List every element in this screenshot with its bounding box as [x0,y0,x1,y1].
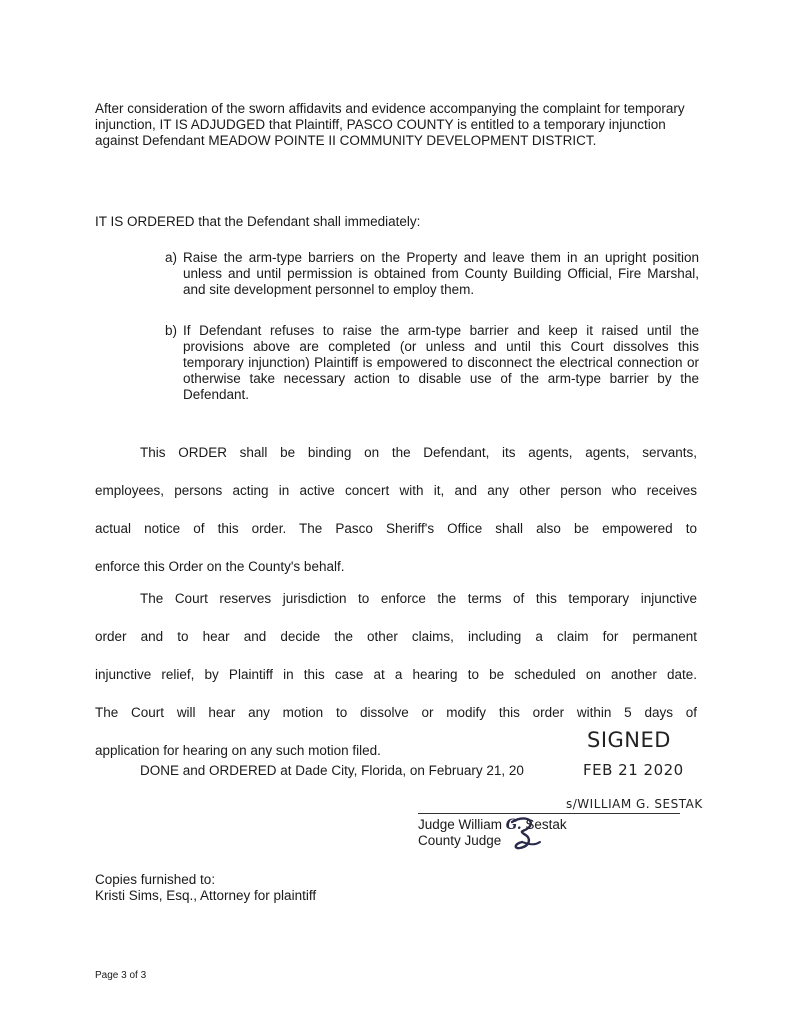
intro-paragraph: After consideration of the sworn affidavits and evidence accompanying the complaint for temporary injunction, IT IS ADJUDGED that Plaintiff, PASCO COUNTY is entitled to a temporary injunction against Defendant MEADOW POINTE II COMMUNITY DEVELOPMENT DISTRICT. [95,101,685,148]
date-stamp: FEB 21 2020 [583,761,684,779]
judge-name: Judge William [418,817,503,832]
signature-stamp: s/WILLIAM G. SESTAK [566,797,703,811]
page-number-footer: Page 3 of 3 [95,970,147,981]
paragraph-line: employees, persons acting in active concert with it, and any other person who receives [95,483,697,498]
handwritten-initial-signature [500,812,548,856]
item-marker: a) [165,250,178,265]
order-item-b [165,323,699,403]
signed-stamp: SIGNED [587,728,671,752]
item-text: If Defendant refuses to raise the arm-type barrier and keep it raised until the provisions above are completed (or unless and until this Court dissolves this temporary injunction) Plaintiff is empowered to disconnect the electrical connection or otherwise take necessary action to disable use of the arm-type barrier by the Defendant. [183,323,699,402]
paragraph-line: This ORDER shall be binding on the Defendant, its agents, agents, servants, [140,445,697,460]
paragraph-line: application for hearing on any such motion filed. [95,743,381,758]
paragraph-line: The Court will hear any motion to dissolve or modify this order within 5 days of [95,705,697,720]
copies-heading: Copies furnished to: [95,872,216,887]
paragraph-line: actual notice of this order. The Pasco Sheriff's Office shall also be empowered to [95,521,697,536]
paragraph-line: order and to hear and decide the other claims, including a claim for permanent [95,629,697,644]
ordered-heading: IT IS ORDERED that the Defendant shall immediately: [95,214,421,229]
binding-paragraph [95,434,697,586]
paragraph-line: enforce this Order on the County's behalf. [95,559,345,574]
judge-initial: G. [505,817,522,833]
copies-recipient: Kristi Sims, Esq., Attorney for plaintiff [95,888,317,903]
order-item-a [165,250,699,298]
judge-title: County Judge [418,833,502,848]
done-and-ordered: DONE and ORDERED at Dade City, Florida, on February 21, 20 [140,763,524,778]
signature-line [418,813,680,814]
judge-surname: Sestak [525,817,567,832]
item-text: Raise the arm-type barriers on the Property and leave them in an upright position unless and until permission is obtained from County Building Official, Fire Marshal, and site development personnel to employ them. [183,250,699,297]
paragraph-line: The Court reserves jurisdiction to enforce the terms of this temporary injunctive [140,591,697,606]
paragraph-line: injunctive relief, by Plaintiff in this case at a hearing to be scheduled on another date. [95,667,697,682]
item-marker: b) [165,323,178,338]
